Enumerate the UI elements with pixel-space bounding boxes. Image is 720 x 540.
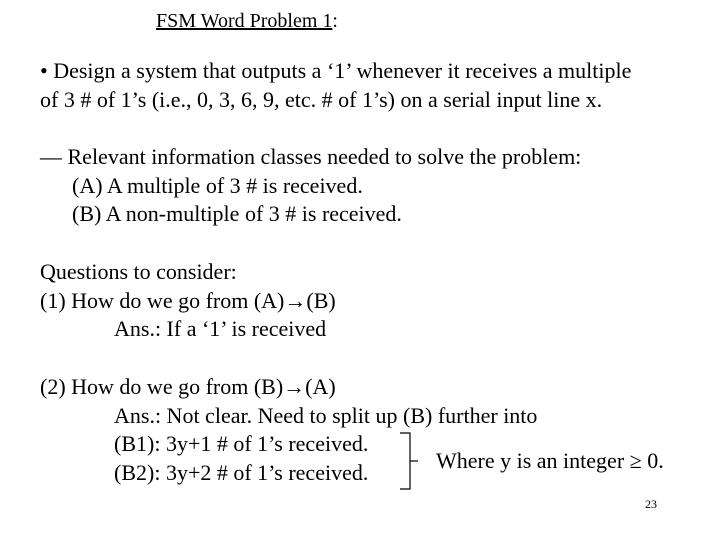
- info-classes-header: — Relevant information classes needed to solve the problem:: [40, 144, 582, 169]
- slide-title-text: FSM Word Problem 1: [156, 10, 333, 32]
- info-class-b: (B) A non-multiple of 3 # is received.: [72, 201, 402, 226]
- question-2-answer: Ans.: Not clear. Need to split up (B) further into: [114, 403, 538, 428]
- where-note: Where y is an integer ≥ 0.: [436, 448, 664, 473]
- question-1-answer: Ans.: If a ‘1’ is received: [114, 316, 327, 341]
- page-number: 23: [645, 497, 657, 511]
- case-b1: (B1): 3y+1 # of 1’s received.: [114, 431, 369, 456]
- questions-header: Questions to consider:: [40, 259, 237, 284]
- bullet-line-2: of 3 # of 1’s (i.e., 0, 3, 6, 9, etc. # of 1’s) on a serial input line x.: [40, 87, 603, 112]
- question-1: (1) How do we go from (A)→(B): [40, 288, 336, 313]
- slide-title: [156, 11, 338, 31]
- case-b2: (B2): 3y+2 # of 1’s received.: [114, 460, 369, 485]
- bullet-line-1: • Design a system that outputs a ‘1’ whenever it receives a multiple: [40, 58, 632, 83]
- info-class-a: (A) A multiple of 3 # is received.: [72, 173, 363, 198]
- right-brace: [398, 430, 422, 492]
- question-2: (2) How do we go from (B)→(A): [40, 374, 336, 399]
- slide-title-colon: :: [332, 10, 338, 32]
